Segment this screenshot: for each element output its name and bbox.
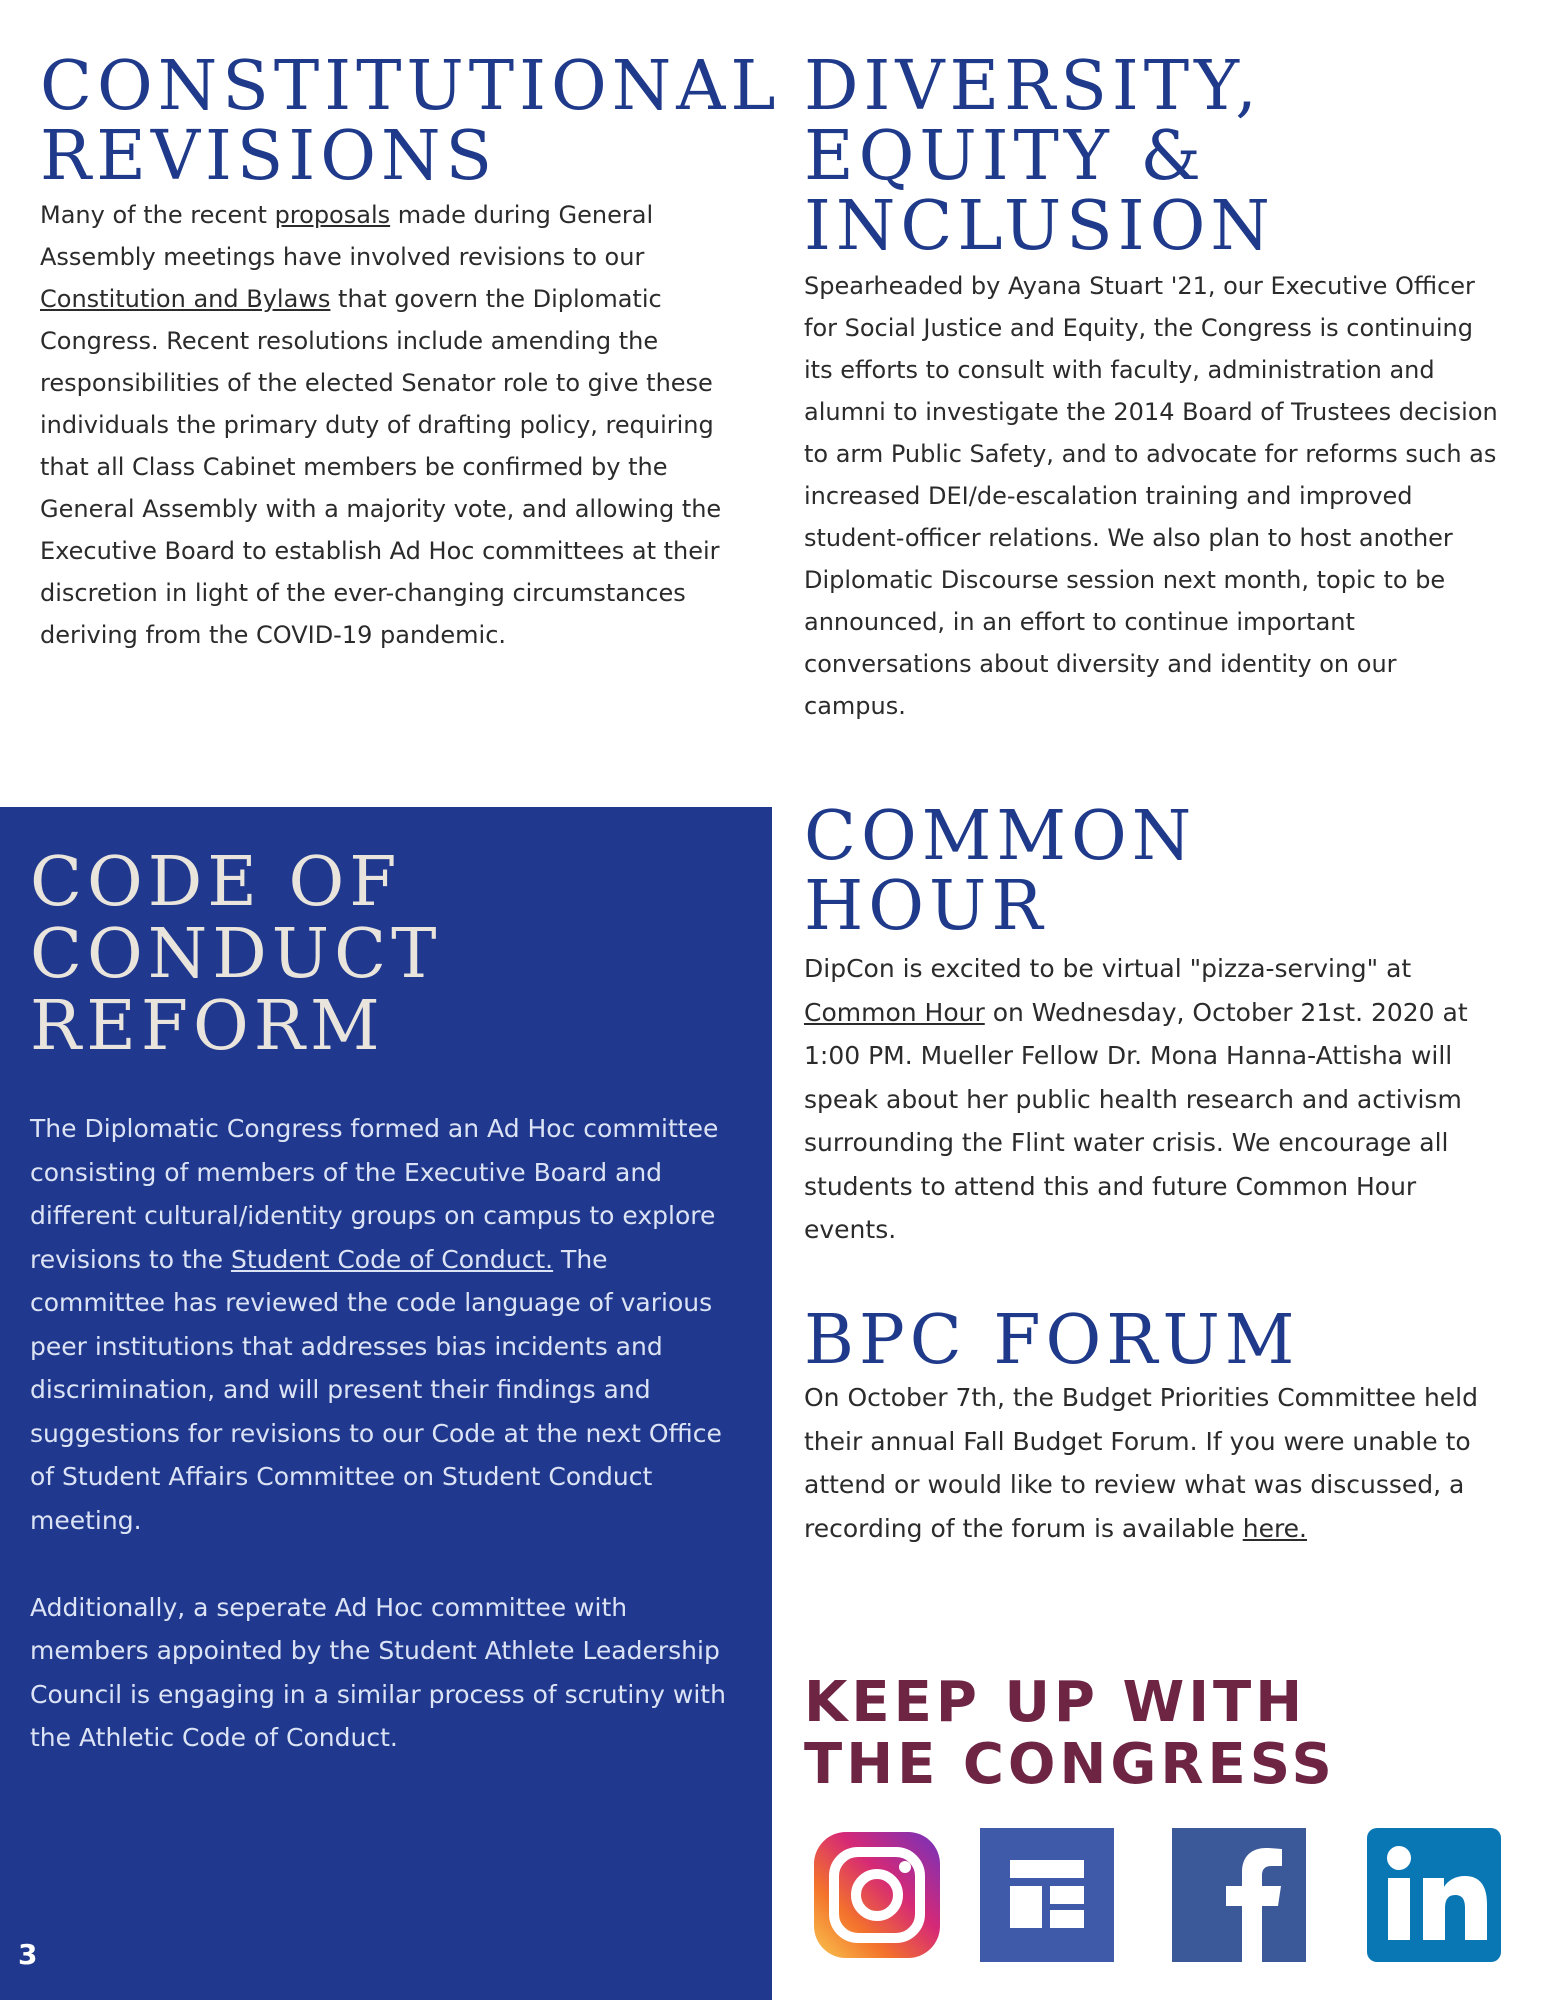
page-number: 3 xyxy=(18,1938,38,1971)
constitutional-revisions-heading: CONSTITUTIONAL REVISIONS xyxy=(40,47,781,196)
code-of-conduct-body xyxy=(30,1107,730,1760)
website-icon[interactable] xyxy=(980,1828,1114,1962)
common-hour-heading: COMMON HOUR xyxy=(804,797,1197,946)
common-hour-link[interactable]: Common Hour xyxy=(804,997,985,1027)
student-code-of-conduct-link[interactable]: Student Code of Conduct. xyxy=(230,1244,554,1274)
body-text: The committee has reviewed the code language of various peer institutions that addresses bias incidents and discrimination, and will present their findings and suggestions for revisions to our Code at the next Office of Student Affairs Committee on Student Conduct meeting. xyxy=(30,1244,722,1535)
body-text: on Wednesday, October 21st. 2020 at 1:00 PM. Mueller Fellow Dr. Mona Hanna-Attisha will speak about her public health research and activism surrounding the Flint water crisis. We encourage all students to attend this and future Common Hour events. xyxy=(804,997,1468,1244)
forum-recording-link[interactable]: here. xyxy=(1242,1513,1308,1543)
keep-up-heading: KEEP UP WITH THE CONGRESS xyxy=(804,1670,1336,1797)
code-of-conduct-heading: CODE OF CONDUCT REFORM xyxy=(30,843,442,1066)
facebook-icon[interactable] xyxy=(1172,1828,1306,1962)
linkedin-icon[interactable] xyxy=(1367,1828,1501,1962)
body-text: On October 7th, the Budget Priorities Committee held their annual Fall Budget Forum. If you were unable to attend or would like to review what was discussed, a recording of the forum is available xyxy=(804,1383,1478,1543)
body-text: The Diplomatic Congress formed an Ad Hoc committee consisting of members of the Executive Board and different cultural/identity groups on campus to explore revisions to the xyxy=(30,1114,719,1274)
code-of-conduct-panel xyxy=(0,807,772,2000)
proposals-link[interactable]: proposals xyxy=(274,201,391,229)
body-text: DipCon is excited to be virtual "pizza-serving" at xyxy=(804,954,1412,983)
body-text: Additionally, a seperate Ad Hoc committee with members appointed by the Student Athlete Leadership Council is engaging in a similar process of scrutiny with the Athletic Code of Conduct. xyxy=(30,1592,726,1752)
constitution-bylaws-link[interactable]: Constitution and Bylaws xyxy=(40,285,331,313)
diversity-equity-inclusion-body: Spearheaded by Ayana Stuart '21, our Executive Officer for Social Justice and Equity, the Congress is continuing its efforts to consult with faculty, administration and alumni to investigate the 2014 Board of Trustees decision to arm Public Safety, and to advocate for reforms such as increased DEI/de-escalation training and improved student-officer relations. We also plan to host another Diplomatic Discourse session next month, topic to be announced, in an effort to continue important conversations about diversity and identity on our campus. xyxy=(804,272,1498,720)
instagram-icon[interactable] xyxy=(810,1828,944,1962)
paragraph-gap xyxy=(30,1542,730,1586)
bpc-forum-heading: BPC FORUM xyxy=(804,1301,1300,1380)
body-text: Many of the recent xyxy=(40,201,275,229)
constitutional-revisions-body xyxy=(40,194,730,656)
body-text: made during General Assembly meetings have involved revisions to our xyxy=(40,201,654,271)
bpc-forum-body xyxy=(804,1376,1504,1550)
common-hour-body xyxy=(804,947,1504,1252)
diversity-equity-inclusion-heading: DIVERSITY, EQUITY & INCLUSION xyxy=(804,47,1275,266)
body-text: that govern the Diplomatic Congress. Recent resolutions include amending the responsibilities of the elected Senator role to give these individuals the primary duty of drafting policy, requiring that all Class Cabinet members be confirmed by the General Assembly with a majority vote, and allowing the Executive Board to establish Ad Hoc committees at their discretion in light of the ever-changing circumstances deriving from the COVID-19 pandemic. xyxy=(40,285,722,649)
